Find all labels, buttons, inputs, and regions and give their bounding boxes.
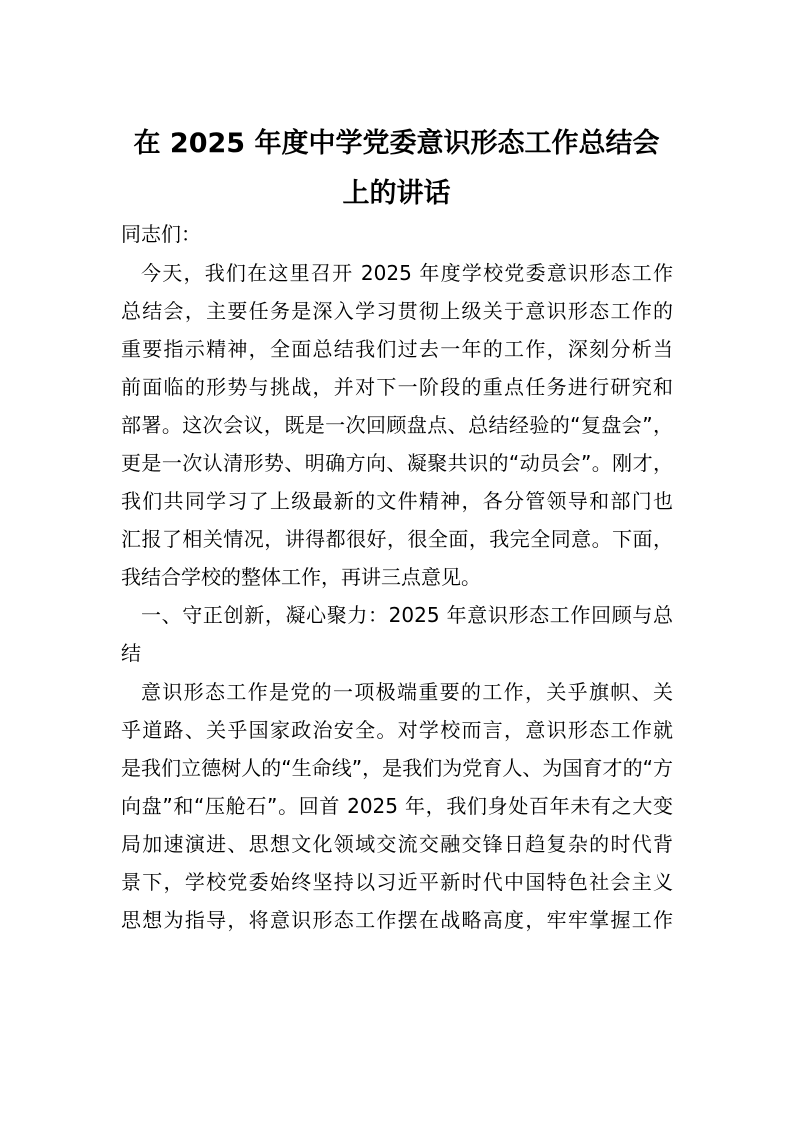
paragraph-1-line: 今天，我们在这里召开 2025 年度学校党委意识形态工作 (141, 261, 673, 285)
paragraph-2-line: 是我们立德树人的“生命线”，是我们为党育人、为国育才的“方 (121, 756, 673, 780)
paragraph-1-line: 我们共同学习了上级最新的文件精神，各分管领导和部门也 (121, 489, 673, 513)
section-1-heading: 一、守正创新，凝心聚力：2025 年意识形态工作回顾与总 (141, 603, 673, 627)
paragraph-1-line: 总结会，主要任务是深入学习贯彻上级关于意识形态工作的 (121, 299, 673, 323)
paragraph-2-line: 向盘”和“压舱石”。回首 2025 年，我们身处百年未有之大变 (121, 794, 673, 818)
document-title-line-2: 上的讲话 (342, 178, 451, 209)
section-1-heading: 结 (121, 641, 141, 665)
paragraph-1-line: 部署。这次会议，既是一次回顾盘点、总结经验的“复盘会”， (121, 413, 673, 437)
paragraph-1-line: 汇报了相关情况，讲得都很好，很全面，我完全同意。下面， (121, 527, 673, 551)
paragraph-2-line: 乎道路、关乎国家政治安全。对学校而言，意识形态工作就 (121, 718, 673, 742)
paragraph-1-line: 重要指示精神，全面总结我们过去一年的工作，深刻分析当 (121, 337, 673, 361)
paragraph-2-line: 景下，学校党委始终坚持以习近平新时代中国特色社会主义 (121, 870, 673, 894)
document-title-line-1: 在 2025 年度中学党委意识形态工作总结会 (133, 128, 660, 159)
paragraph-1-line: 更是一次认清形势、明确方向、凝聚共识的“动员会”。刚才， (121, 451, 673, 475)
paragraph-2-line: 局加速演进、思想文化领域交流交融交锋日趋复杂的时代背 (121, 832, 673, 856)
paragraph-2-line: 意识形态工作是党的一项极端重要的工作，关乎旗帜、关 (141, 680, 673, 704)
paragraph-2-line: 思想为指导，将意识形态工作摆在战略高度，牢牢掌握工作 (121, 908, 673, 932)
paragraph-1-line: 前面临的形势与挑战，并对下一阶段的重点任务进行研究和 (121, 375, 673, 399)
salutation: 同志们： (121, 222, 201, 246)
paragraph-1-line: 我结合学校的整体工作，再讲三点意见。 (121, 565, 481, 589)
